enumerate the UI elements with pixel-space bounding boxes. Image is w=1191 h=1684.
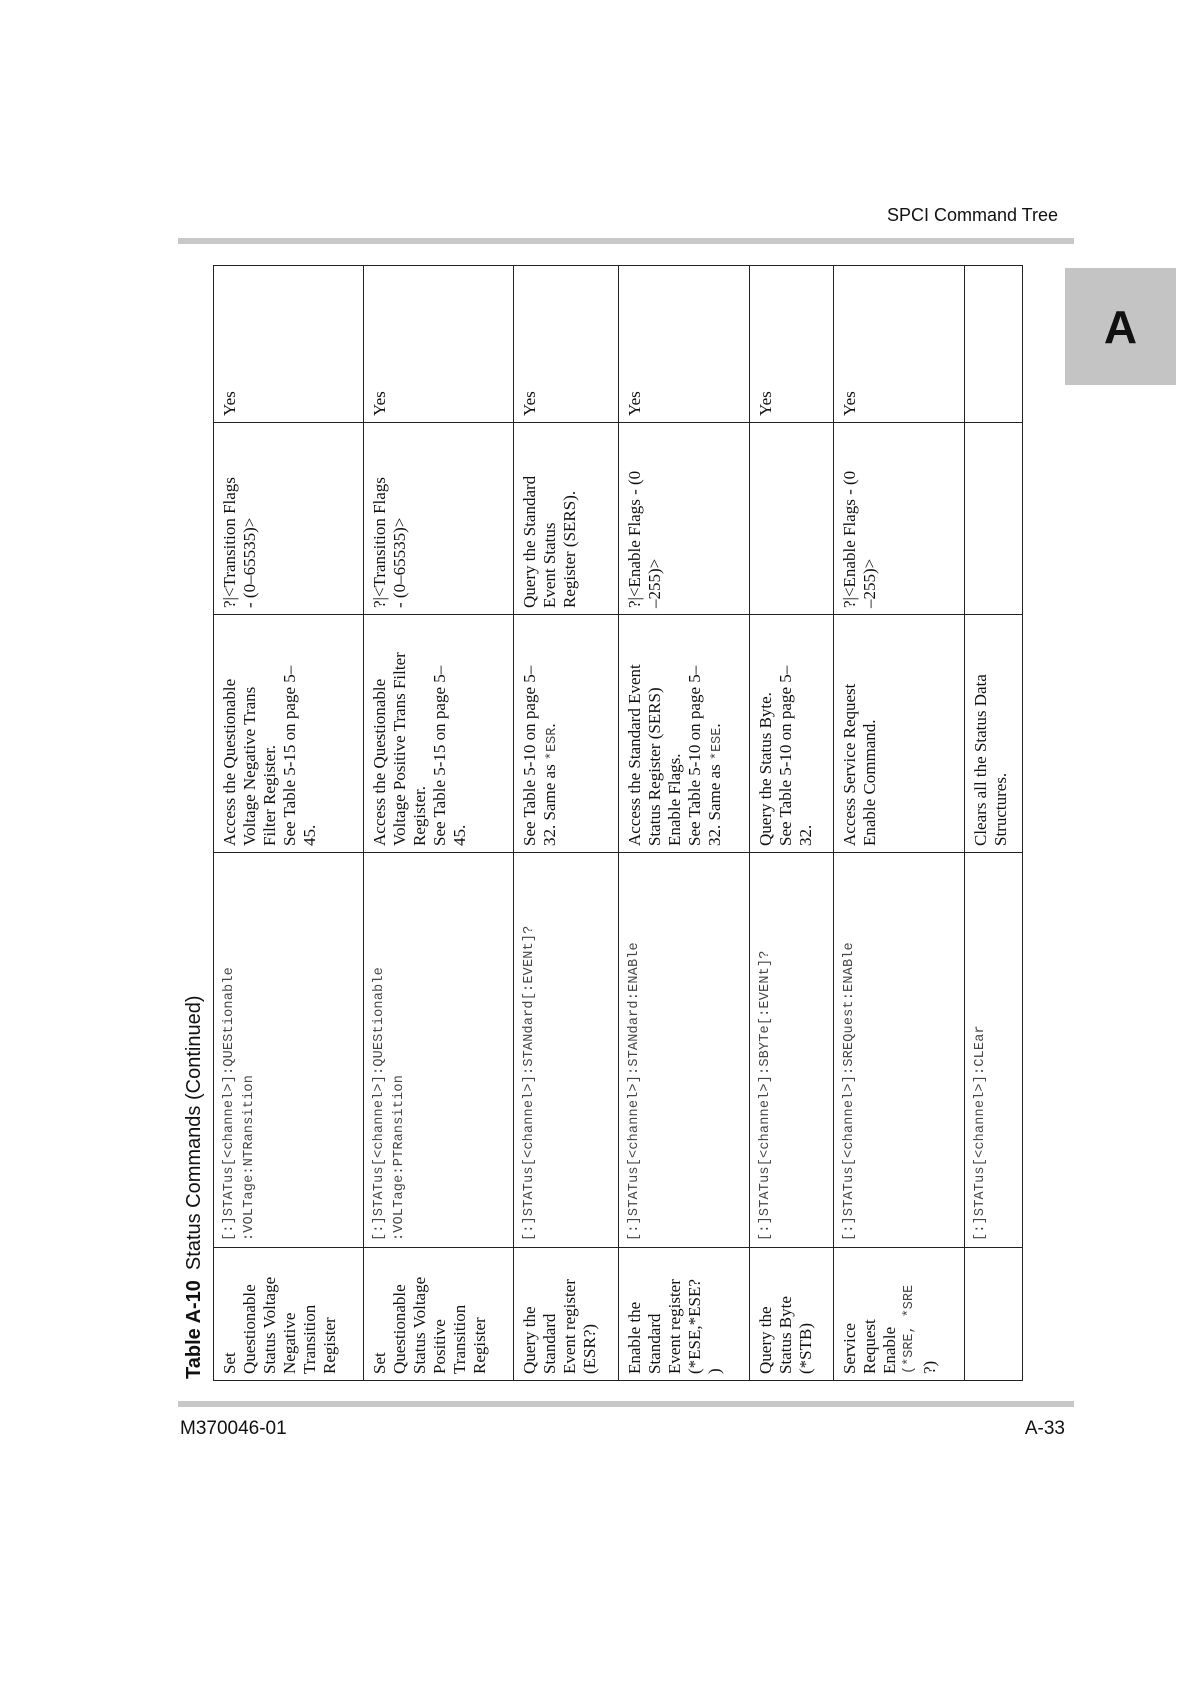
yes-cell: Yes: [364, 266, 514, 423]
yes-cell: Yes: [619, 266, 750, 423]
footer-rule: [178, 1401, 1074, 1407]
command-cell: [:]STATus[<channel>]:SREQuest:ENABle: [834, 853, 965, 1248]
table-row: [750, 266, 834, 1381]
command-cell: [:]STATus[<channel>]:STANdard[:EVENt]?: [514, 853, 619, 1248]
description-cell: Access Service Request Enable Command.: [834, 615, 965, 853]
table-row: [364, 266, 514, 1381]
description-cell: See Table 5-10 on page 5– 32. Same as *ESR.: [514, 615, 619, 853]
command-cell: [:]STATus[<channel>]:QUEStionable :VOLTage:PTRansition: [364, 853, 514, 1248]
command-cell: [:]STATus[<channel>]:CLEar: [965, 853, 1023, 1248]
parameters-cell: ?|<Enable Flags - (0 –255)>: [834, 423, 965, 615]
table-row: [965, 266, 1023, 1381]
function-cell: [965, 1248, 1023, 1381]
function-cell: Query the Standard Event register (ESR?): [514, 1248, 619, 1381]
page-number: A-33: [1024, 1418, 1065, 1439]
yes-cell: Yes: [750, 266, 834, 423]
table-row: [214, 266, 364, 1381]
command-cell: [:]STATus[<channel>]:STANdard:ENABle: [619, 853, 750, 1248]
function-cell: Set Questionable Status Voltage Negative Transition Register: [214, 1248, 364, 1381]
yes-cell: Yes: [214, 266, 364, 423]
description-cell: Access the Questionable Voltage Positive Trans Filter Register. See Table 5-15 on page 5– 45.: [364, 615, 514, 853]
yes-cell: Yes: [514, 266, 619, 423]
table-row: [834, 266, 965, 1381]
function-cell: Query the Status Byte (*STB): [750, 1248, 834, 1381]
table-row: [619, 266, 750, 1381]
table-title: Status Commands (Continued): [182, 995, 205, 1271]
running-header: SPCI Command Tree: [886, 205, 1058, 225]
rotated-table-region: [175, 266, 1010, 1381]
command-cell: [:]STATus[<channel>]:QUEStionable :VOLTage:NTRansition: [214, 853, 364, 1248]
parameters-cell: ?|<Enable Flags - (0 –255)>: [619, 423, 750, 615]
table-number: Table A-10: [182, 1280, 205, 1379]
parameters-cell: ?|<Transition Flags - (0–65535)>: [364, 423, 514, 615]
description-cell: Clears all the Status Data Structures.: [965, 615, 1023, 853]
status-commands-table: [213, 265, 1023, 1381]
function-cell: Enable the Standard Event register (*ESE,*ESE? ): [619, 1248, 750, 1381]
table-caption: [175, 266, 213, 1381]
parameters-cell: Query the Standard Event Status Register (SERS).: [514, 423, 619, 615]
description-cell: Query the Status Byte. See Table 5-10 on page 5– 32.: [750, 615, 834, 853]
table-row: [514, 266, 619, 1381]
parameters-cell: [750, 423, 834, 615]
parameters-cell: [965, 423, 1023, 615]
function-cell: Set Questionable Status Voltage Positive Transition Register: [364, 1248, 514, 1381]
parameters-cell: ?|<Transition Flags - (0–65535)>: [214, 423, 364, 615]
header-rule: [178, 238, 1074, 244]
appendix-tab: A: [1065, 268, 1176, 385]
function-cell: Service Request Enable (*SRE, *SRE ?): [834, 1248, 965, 1381]
description-cell: Access the Standard Event Status Register (SERS) Enable Flags. See Table 5-10 on page 5– 32. Same as *ESE.: [619, 615, 750, 853]
doc-number: M370046-01: [180, 1418, 287, 1439]
description-cell: Access the Questionable Voltage Negative Trans Filter Register. See Table 5-15 on page 5– 45.: [214, 615, 364, 853]
yes-cell: Yes: [834, 266, 965, 423]
command-cell: [:]STATus[<channel>]:SBYTe[:EVENt]?: [750, 853, 834, 1248]
yes-cell: [965, 266, 1023, 423]
